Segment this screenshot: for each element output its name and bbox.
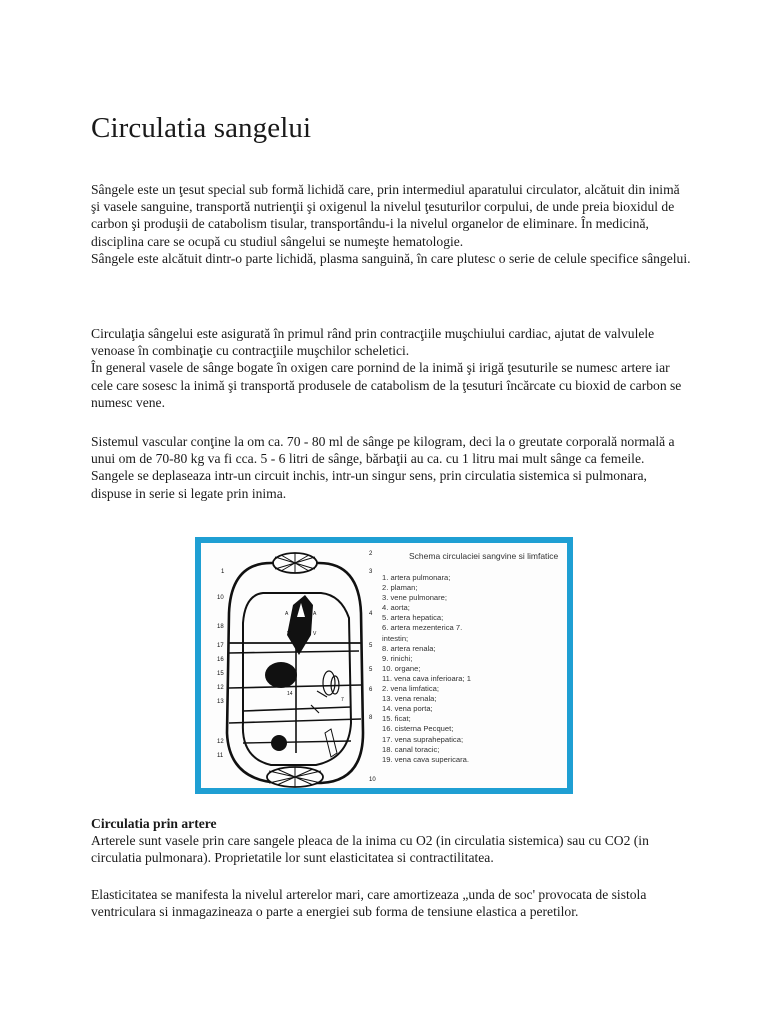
legend-item: 14. vena porta;: [382, 704, 433, 714]
vascular-section: [91, 433, 691, 502]
diagram-label-inner-7: 7: [341, 697, 344, 703]
paragraph-blood-volume: Sistemul vascular conţine la om ca. 70 - 80 ml de sânge pe kilogram, deci la o greutate corporală normală a unui om de 70-80 kg va fi cca. 5 - 6 litri de sânge, bărbaţii au ca. cu 1 litru mai mult sânge ca femeile.: [91, 434, 675, 467]
diagram-label-left-5: 16: [217, 657, 224, 663]
diagram-label-right-3: 4: [369, 611, 373, 617]
diagram-label-left-8: 13: [217, 699, 224, 705]
legend-item: 3. vene pulmonare;: [382, 593, 448, 603]
heart-label-ventricle-right: V: [313, 631, 317, 637]
diagram-label-right-2: 3: [369, 569, 373, 575]
heart-label-atrium-right: A: [313, 611, 317, 617]
legend-item: 17. vena suprahepatica;: [382, 734, 464, 744]
diagram-label-right-7: 8: [369, 715, 373, 721]
paragraph-circulation-heart: Circulaţia sângelui este asigurată în primul rând prin contracţiile muşchiului cardiac, ajutat de valvulele venoase în combinaţie cu contracţiile muşchilor scheletici.: [91, 326, 655, 359]
elasticity-section: [91, 886, 691, 920]
legend-item: 16. cisterna Pecquet;: [382, 724, 454, 734]
legend-item: 18. canal toracic;: [382, 744, 440, 754]
diagram-label-right-6: 6: [369, 687, 373, 693]
paragraph-arteries-veins: În general vasele de sânge bogate în oxigen care pornind de la inimă şi irigă ţesuturile se numesc artere iar cele care sosesc la inimă şi transportă produsele de catabolism de la ţesuturi încărcate cu bioxid de carbon se numesc vene.: [91, 360, 682, 410]
legend-item: 19. vena cava supericara.: [382, 754, 469, 764]
circulation-section: [91, 325, 691, 411]
legend-list: [382, 573, 471, 765]
legend-item: 6. artera mezenterica 7.: [382, 623, 463, 633]
diagram-label-left-10: 11: [217, 753, 224, 759]
legend-item: 8. artera renala;: [382, 643, 436, 653]
legend-item: 1. artera pulmonara;: [382, 573, 451, 582]
diagram-label-left-9: 12: [217, 739, 224, 745]
paragraph-arteries-definition: Arterele sunt vasele prin care sangele pleaca de la inima cu O2 (in circulatia sistemica) sau cu CO2 (in circulatia pulmonara). Proprietatile lor sunt elasticitatea si contractilitatea.: [91, 833, 649, 866]
diagram-label-left-4: 17: [217, 643, 224, 649]
paragraph-blood-definition: Sângele este un ţesut special sub formă lichidă care, prin intermediul aparatului circulator, alcătuit din inimă şi vasele sanguine, transportă nutrienţii şi oxigenul la nivelul ţesuturilor corpului, de unde preia bioxidul de carbon şi produşii de catabolism tisular, transportându-i la nivelul organelor de eliminare. În medicină, disciplina care se ocupă cu studiul sângelui se numeşte hematologie.: [91, 182, 680, 249]
legend-item: 11. vena cava inferioara; 1: [382, 673, 471, 683]
paragraph-blood-composition: Sângele este alcătuit dintr-o parte lichidă, plasma sanguină, în care plutesc o serie de celule specifice sângelui.: [91, 250, 691, 266]
section-heading-arteries: Circulatia prin artere: [91, 816, 217, 831]
legend-item: 4. aorta;: [382, 603, 410, 613]
diagram-label-left-1: 1: [221, 569, 225, 575]
diagram-label-right-1: 2: [369, 551, 373, 557]
figure-canvas: [201, 543, 567, 788]
legend-item: 9. rinichi;: [382, 653, 413, 663]
diagram-label-inner-14: 14: [287, 691, 293, 697]
diagram-label-left-3: 18: [217, 624, 224, 630]
heart-label-ventricle-left: V: [287, 631, 291, 637]
paragraph-closed-circuit: Sangele se deplaseaza intr-un circuit inchis, intr-un singur sens, prin circulatia sistemica si pulmonara, dispuse in serie si legate prin inima.: [91, 468, 647, 501]
diagram-label-left-6: 15: [217, 671, 224, 677]
intro-section: [91, 181, 691, 267]
heart-label-atrium-left: A: [285, 611, 289, 617]
legend-item: intestin;: [382, 633, 409, 643]
legend-item: 2. plaman;: [382, 583, 418, 593]
legend-item: 5. artera hepatica;: [382, 613, 444, 623]
legend-item: 13. vena renala;: [382, 694, 437, 704]
legend-item: 2. vena limfatica;: [382, 684, 439, 694]
page-title: Circulatia sangelui: [91, 112, 312, 144]
diagram-label-right-5: 5: [369, 667, 373, 673]
paragraph-elasticity: Elasticitatea se manifesta la nivelul arterelor mari, care amortizeaza „unda de soc' provocata de sistola ventriculara si inmagazineaza o parte a energiei sub forma de tensiune elastica a peretilor.: [91, 887, 647, 920]
diagram-label-left-7: 12: [217, 685, 224, 691]
diagram-label-left-2: 10: [217, 595, 224, 601]
legend-title: Schema circulaciei sangvine si limfatice: [409, 551, 559, 561]
diagram-label-right-4: 5: [369, 643, 373, 649]
circulation-schema-figure: [195, 537, 573, 794]
legend-item: 15. ficat;: [382, 714, 411, 724]
legend-item: 10. organe;: [382, 663, 421, 673]
arteries-section: [91, 815, 691, 867]
diagram-label-right-8: 10: [369, 777, 376, 783]
circulation-diagram: [201, 543, 401, 788]
